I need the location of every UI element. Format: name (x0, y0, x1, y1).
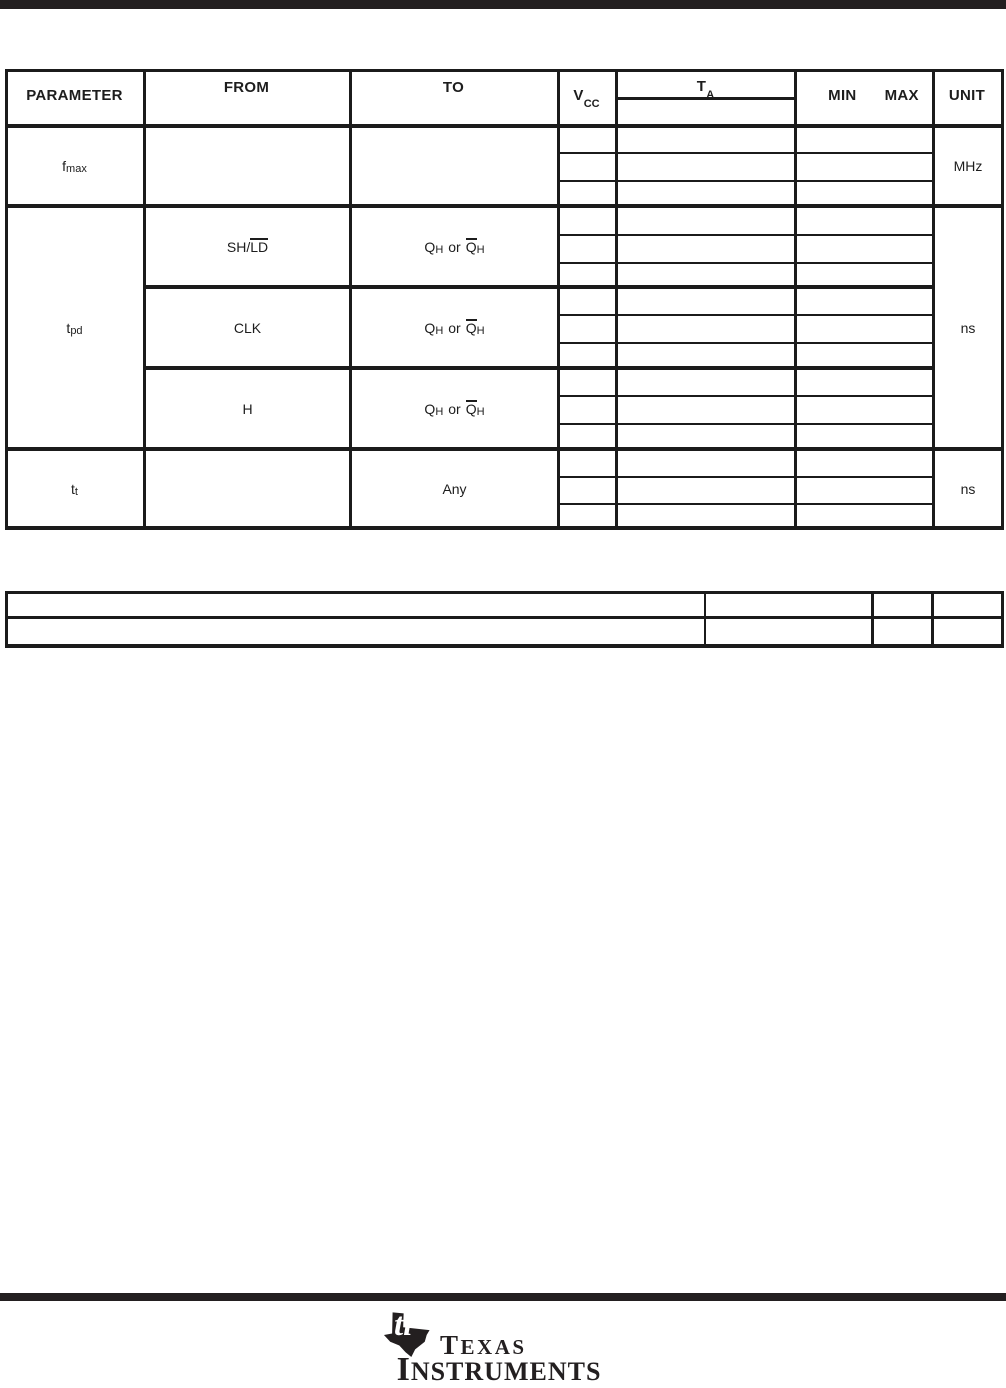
header-unit-label: UNIT (948, 87, 986, 104)
header-min-max (795, 87, 942, 104)
table2-grid-line (871, 591, 874, 648)
top-rule (0, 0, 1006, 9)
param-fmax: f $_{max}$ (62, 158, 87, 175)
header-vcc (558, 87, 615, 110)
table2-grid-line (5, 591, 1004, 594)
header-to-label: TO (442, 78, 465, 96)
texas-state-icon (383, 1307, 431, 1358)
bottom-rule (0, 1293, 1006, 1301)
table1-grid-line (557, 180, 935, 182)
table2-grid-line (931, 591, 934, 648)
table2-grid-line (5, 591, 8, 648)
header-min-label: MIN (828, 87, 857, 104)
header-from-label: FROM (223, 78, 270, 96)
to-qh-2: Q $_H$ or Q $_H$ (424, 319, 485, 337)
table2-grid-line (704, 591, 706, 648)
header-parameter (6, 87, 143, 104)
table2-grid-line (5, 616, 1004, 619)
header-unit (933, 87, 1001, 104)
param-tt: t $_t$ (71, 480, 78, 498)
ti-logo (383, 1307, 615, 1388)
header-max-label: MAX (884, 87, 919, 104)
to-qh-1: Q $_H$ or Q $_H$ (424, 238, 485, 256)
table1-grid-line (5, 124, 1004, 128)
to-any: Any (442, 480, 467, 497)
table1-grid-line (557, 342, 935, 344)
param-tpd: t $_{pd}$ (66, 319, 83, 337)
table1-grid-line (557, 234, 935, 236)
unit-tt: ns (960, 480, 976, 497)
table1-grid-line (557, 395, 935, 397)
header-ta-label: $T_A$ (696, 77, 715, 101)
table1-grid-line (1001, 69, 1004, 530)
unit-fmax: MHz (953, 158, 983, 174)
table1-grid-line (5, 69, 1004, 72)
table1-grid-line (557, 262, 935, 264)
table1-grid-line (557, 476, 935, 478)
table1-grid-line (557, 423, 935, 425)
header-from (144, 76, 349, 98)
table1-grid-line (557, 503, 935, 505)
header-to (350, 76, 557, 98)
header-parameter-label: PARAMETER (26, 87, 123, 104)
from-h: H (242, 400, 253, 417)
to-qh-3: Q $_H$ or Q $_H$ (424, 400, 485, 418)
ti-script-letters: ti (394, 1307, 413, 1343)
table1-grid-line (557, 69, 560, 530)
ti-logo-row (383, 1307, 615, 1361)
from-clk: CLK (233, 319, 262, 336)
table1-grid-line (557, 152, 935, 154)
unit-tpd: ns (960, 319, 976, 336)
table2-grid-line (5, 644, 1004, 648)
brand-instruments: INSTRUMENTS (396, 1351, 602, 1388)
header-vcc-label: $V_{CC}$ (573, 87, 600, 110)
brand-texas: TEXAS (440, 1330, 527, 1360)
table1-grid-line (615, 69, 618, 530)
table1-grid-line (794, 69, 797, 530)
table1-grid-line (557, 314, 935, 316)
header-ta (616, 75, 795, 101)
from-shld: SH/ LD (226, 238, 269, 256)
table1-grid-line (5, 526, 1004, 530)
table2-grid-line (1001, 591, 1004, 648)
